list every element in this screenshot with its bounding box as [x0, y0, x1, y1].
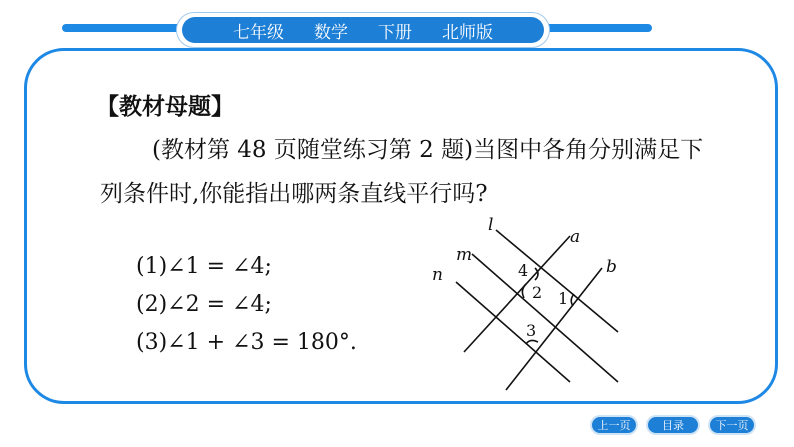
angle-2-arc [522, 284, 526, 298]
label-a: a [570, 227, 581, 247]
header-tag-grade: 七年级 [233, 22, 284, 43]
angle-label-2: 2 [532, 283, 543, 302]
condition-2: (2)∠2 = ∠4; [136, 292, 272, 317]
section-title: 【教材母题】 [96, 93, 234, 120]
line-m [472, 254, 618, 382]
header-tag-volume: 下册 [378, 22, 412, 43]
table-of-contents-button[interactable]: 目录 [646, 415, 700, 435]
problem-text: (教材第 48 页随堂练习第 2 题)当图中各角分别满足下列条件时,你能指出哪两条直线平行吗? [100, 137, 704, 207]
condition-3: (3)∠1 + ∠3 = 180°. [136, 330, 357, 355]
header-tag-edition: 北师版 [442, 22, 493, 43]
next-page-button[interactable]: 下一页 [708, 415, 756, 435]
angle-3-arc [526, 340, 538, 344]
course-header-inner [182, 17, 544, 43]
condition-1: (1)∠1 = ∠4; [136, 254, 272, 279]
parallel-lines-figure [430, 212, 620, 392]
angle-label-1: 1 [558, 289, 569, 308]
line-n [456, 282, 570, 382]
course-header [176, 12, 550, 48]
header-line-right [538, 24, 652, 32]
angle-label-4: 4 [518, 261, 529, 280]
label-n: n [432, 265, 443, 285]
label-l: l [488, 215, 494, 235]
line-l [496, 230, 618, 332]
label-m: m [456, 245, 473, 265]
angle-label-3: 3 [526, 321, 537, 340]
header-tag-subject: 数学 [314, 22, 348, 43]
label-b: b [606, 257, 617, 277]
prev-page-button[interactable]: 上一页 [590, 415, 638, 435]
header-line-left [62, 24, 188, 32]
line-b [506, 268, 602, 390]
